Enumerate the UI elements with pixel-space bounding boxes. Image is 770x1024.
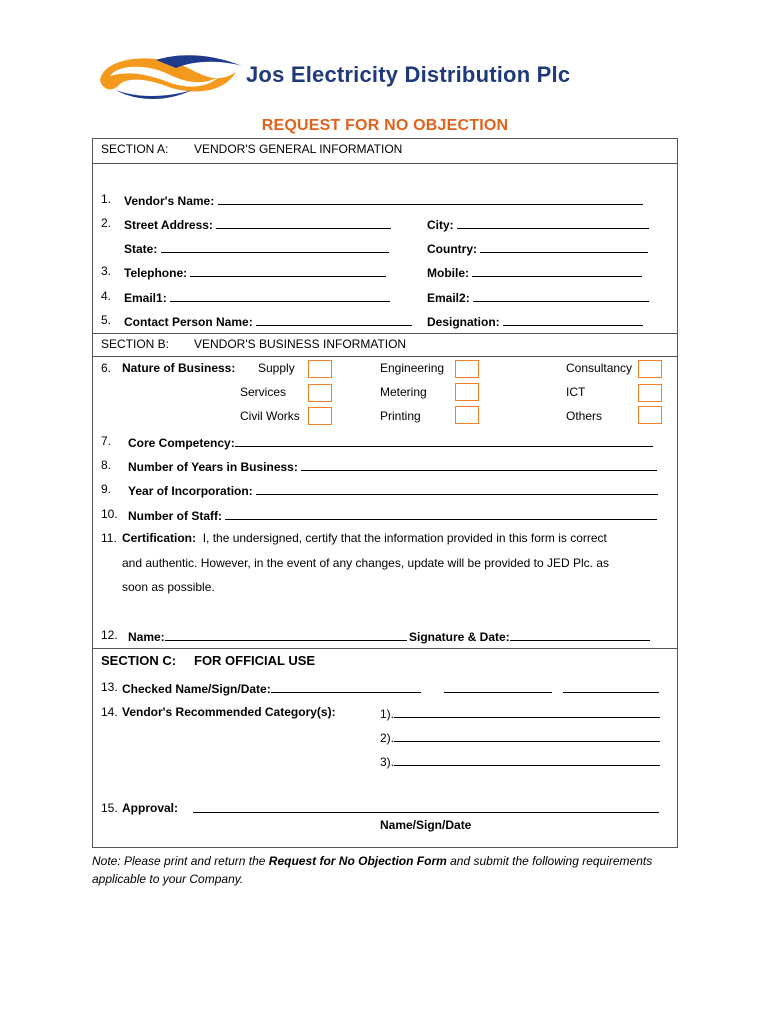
telephone-field[interactable] [124, 264, 386, 280]
years-in-business-label: Number of Years in Business: [128, 460, 298, 474]
section-c-title: FOR OFFICIAL USE [194, 653, 316, 668]
item-number: 1. [101, 192, 112, 206]
form-title: REQUEST FOR NO OBJECTION [261, 117, 509, 134]
item-number: 7. [101, 434, 112, 448]
section-a-divider [92, 163, 677, 164]
item-number: 14. [101, 705, 118, 719]
section-c-label: SECTION C: [101, 653, 177, 668]
option-ict-label: ICT [566, 385, 586, 399]
number-of-staff-field[interactable] [128, 507, 657, 523]
email1-label: Email1: [124, 291, 167, 305]
civil-works-checkbox[interactable] [308, 407, 332, 425]
category-2-field[interactable] [380, 729, 660, 745]
supply-checkbox[interactable] [308, 360, 332, 378]
city-label: City: [427, 218, 454, 232]
certification-line-1: Certification: I, the undersigned, certify that the information provided in this form is correct [122, 531, 607, 545]
item-number: 11. [101, 531, 117, 545]
option-metering-label: Metering [380, 385, 427, 399]
years-in-business-field[interactable] [128, 458, 657, 474]
option-consultancy-label: Consultancy [566, 361, 633, 375]
certification-label: Certification: [122, 531, 197, 545]
option-engineering-label: Engineering [380, 361, 445, 375]
item-number: 12. [101, 628, 118, 642]
core-competency-field[interactable] [128, 434, 653, 450]
designation-field[interactable] [427, 313, 643, 329]
option-printing-label: Printing [380, 409, 421, 423]
item-number: 5. [101, 313, 112, 327]
certifier-name-field[interactable] [128, 628, 407, 644]
state-field[interactable] [124, 240, 389, 256]
contact-person-field[interactable] [124, 313, 412, 329]
option-services-label: Services [240, 385, 287, 399]
name-sign-date-caption: Name/Sign/Date [380, 818, 472, 832]
item-number: 13. [101, 680, 118, 694]
signature-date-field[interactable] [409, 628, 650, 644]
section-a-label: SECTION A: [101, 142, 169, 156]
printing-checkbox[interactable] [455, 406, 479, 424]
category-2-number: 2). [380, 731, 395, 745]
checked-date-line[interactable] [563, 692, 659, 693]
section-a-title: VENDOR'S GENERAL INFORMATION [194, 142, 403, 156]
year-of-incorporation-field[interactable] [128, 482, 658, 498]
checked-field[interactable] [122, 680, 421, 696]
vendor-name-label: Vendor's Name: [124, 194, 215, 208]
section-b-divider [92, 333, 677, 334]
category-3-number: 3). [380, 755, 395, 769]
mobile-label: Mobile: [427, 266, 469, 280]
mobile-field[interactable] [427, 264, 642, 280]
item-number: 8. [101, 458, 112, 472]
certifier-name-label: Name: [128, 630, 165, 644]
ict-checkbox[interactable] [638, 384, 662, 402]
email2-field[interactable] [427, 289, 649, 305]
certification-line-2: and authentic. However, in the event of any changes, update will be provided to JED Plc. as [122, 556, 609, 570]
item-number: 2. [101, 216, 112, 230]
item-number: 9. [101, 482, 112, 496]
email1-field[interactable] [124, 289, 390, 305]
section-b-label: SECTION B: [101, 337, 170, 351]
form-name-emphasis: Request for No Objection Form [268, 854, 447, 868]
section-b-title: VENDOR'S BUSINESS INFORMATION [194, 337, 407, 351]
option-others-label: Others [566, 409, 603, 423]
designation-label: Designation: [427, 315, 500, 329]
item-number: 10. [101, 507, 118, 521]
country-field[interactable] [427, 240, 648, 256]
option-civil-works-label: Civil Works [240, 409, 300, 423]
city-field[interactable] [427, 216, 649, 232]
street-address-field[interactable] [124, 216, 391, 232]
core-competency-label: Core Competency: [128, 436, 235, 450]
vendor-name-field[interactable] [124, 192, 643, 208]
option-supply-label: Supply [258, 361, 295, 375]
company-name: Jos Electricity Distribution Plc [246, 62, 571, 87]
approval-line[interactable] [193, 812, 659, 813]
recommended-category-label: Vendor's Recommended Category(s): [122, 705, 336, 719]
signature-date-label: Signature & Date: [409, 630, 510, 644]
nature-of-business-label: Nature of Business: [122, 361, 236, 375]
item-number: 6. [101, 361, 112, 375]
category-3-field[interactable] [380, 753, 660, 769]
country-label: Country: [427, 242, 477, 256]
approval-label: Approval: [122, 801, 179, 815]
section-b-header-divider [92, 356, 677, 357]
street-address-label: Street Address: [124, 218, 213, 232]
checked-sign-line[interactable] [444, 692, 552, 693]
item-number: 15. [101, 801, 118, 815]
state-label: State: [124, 242, 158, 256]
certification-line-3: soon as possible. [122, 580, 215, 594]
section-c-divider [92, 648, 677, 649]
number-of-staff-label: Number of Staff: [128, 509, 222, 523]
category-1-number: 1). [380, 707, 395, 721]
item-number: 4. [101, 289, 112, 303]
engineering-checkbox[interactable] [455, 360, 479, 378]
company-logo [96, 46, 246, 106]
services-checkbox[interactable] [308, 384, 332, 402]
footer-note: Note: Please print and return the Request for No Objection Form and submit the following requirements applicable to your Company. [92, 854, 653, 886]
checked-label: Checked Name/Sign/Date: [122, 682, 271, 696]
email2-label: Email2: [427, 291, 470, 305]
metering-checkbox[interactable] [455, 383, 479, 401]
consultancy-checkbox[interactable] [638, 360, 662, 378]
year-of-incorporation-label: Year of Incorporation: [128, 484, 253, 498]
contact-person-label: Contact Person Name: [124, 315, 253, 329]
category-1-field[interactable] [380, 705, 660, 721]
others-checkbox[interactable] [638, 406, 662, 424]
item-number: 3. [101, 264, 112, 278]
telephone-label: Telephone: [124, 266, 188, 280]
